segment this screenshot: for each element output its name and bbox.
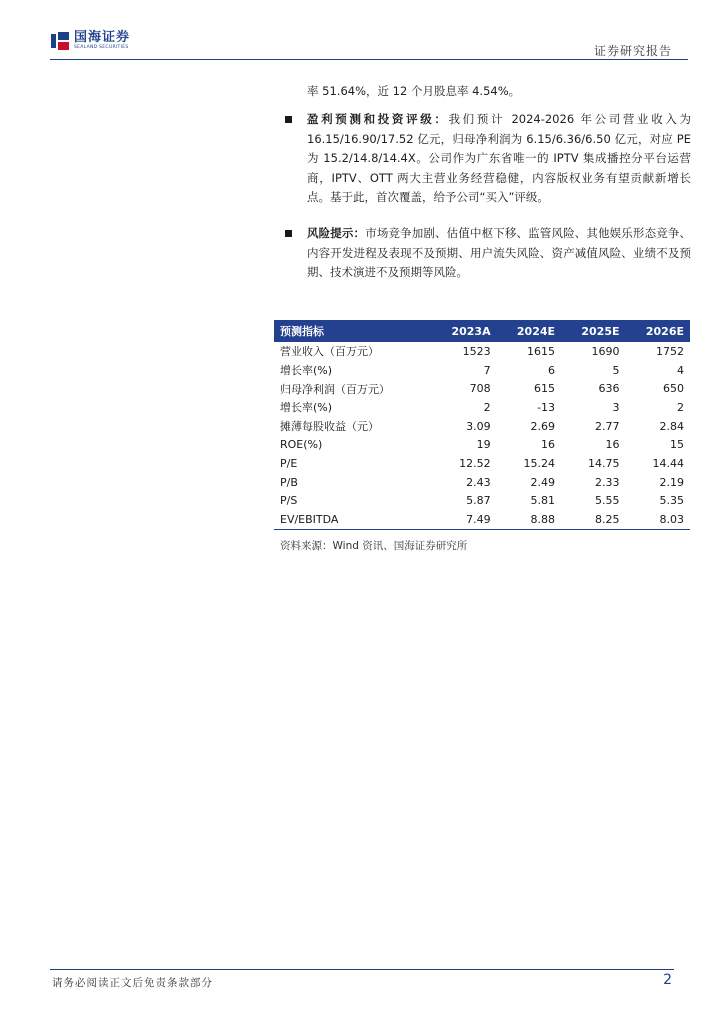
- footer-divider: [50, 969, 674, 970]
- table-row: [274, 361, 690, 380]
- table-cell: 5.35: [659, 494, 684, 508]
- forecast-title: 盈利预测和投资评级：: [307, 112, 449, 126]
- table-cell: 2.19: [659, 475, 684, 489]
- table-cell: 归母净利润（百万元）: [280, 382, 390, 396]
- table-cell: 14.75: [588, 456, 620, 470]
- table-cell: 15: [670, 438, 684, 452]
- table-row: [274, 398, 690, 417]
- paragraph-risk: [307, 224, 691, 283]
- table-cell: 5.81: [530, 494, 556, 508]
- table-cell: -13: [537, 400, 556, 414]
- header-divider: [50, 59, 688, 60]
- table-cell: EV/EBITDA: [274, 510, 431, 529]
- page-number: 2: [663, 972, 672, 988]
- risk-title: 风险提示：: [307, 226, 366, 240]
- logo-name-cn: 国海证券: [74, 30, 131, 45]
- table-cell: 15.24: [523, 456, 556, 470]
- table-cell: 1690: [591, 344, 620, 358]
- table-cell: 1752: [656, 344, 684, 358]
- table-cell: 14.44: [652, 456, 684, 470]
- paragraph-forecast: [307, 110, 691, 208]
- table-row: [274, 417, 690, 436]
- table-cell: 增长率(%): [280, 364, 333, 378]
- table-cell: 2.43: [466, 475, 491, 489]
- risk-text: 市场竞争加剧、估值中枢下移、监管风险、其他娱乐形态竞争、内容开发进程及表现不及预期、用户流失风险、资产减值风险、业绩不及预期、技术演进不及预期等风险。: [307, 226, 691, 279]
- table-cell: 营业收入（百万元）: [280, 345, 379, 359]
- table-cell: 2.33: [595, 475, 620, 489]
- table-cell: 5.87: [466, 494, 491, 508]
- table-source-note: 资料来源：Wind 资讯、国海证券研究所: [280, 540, 468, 552]
- table-cell: 19: [476, 438, 491, 452]
- table-cell: P/E: [280, 456, 298, 470]
- table-header-cell: 2023A: [431, 320, 497, 342]
- table-cell: 5.55: [595, 494, 620, 508]
- table-cell: 708: [469, 382, 491, 396]
- table-row: [274, 473, 690, 492]
- table-row: [274, 510, 690, 529]
- table-cell: 8.25: [561, 510, 625, 529]
- table-row: [274, 492, 690, 511]
- table-row: [274, 454, 690, 473]
- table-header-cell: 预测指标: [274, 320, 431, 342]
- table-cell: 615: [534, 382, 556, 396]
- logo-mark-icon: [51, 32, 69, 50]
- table-cell: P/B: [280, 475, 298, 489]
- table-cell: 12.52: [459, 456, 491, 470]
- logo-name-en: SEALAND SECURITIES: [74, 45, 129, 50]
- forecast-text: 我们预计 2024-2026 年公司营业收入为 16.15/16.90/17.52 亿元，归母净利润为 6.15/6.36/6.50 亿元，对应 PE 为 15.2/14.8/14.4X。公司作为广东省唯一的 IPTV 集成播控分平台运营商，IPTV、OTT 两大主营业务经营稳健，内容版权业务有望贡献新增长点。基于此，首次覆盖，给予公司“买入”评级。: [307, 112, 692, 204]
- table-cell: ROE(%): [280, 438, 323, 452]
- table-cell: 2.77: [595, 419, 620, 433]
- report-type-label: 证券研究报告: [593, 44, 672, 58]
- table-row: [274, 435, 690, 454]
- table-cell: 1615: [527, 344, 556, 358]
- table-cell: 1523: [462, 344, 491, 358]
- table-cell: 增长率(%): [280, 401, 333, 415]
- table-row: [274, 342, 690, 361]
- table-cell: 2: [677, 400, 684, 414]
- disclaimer-note: 请务必阅读正文后免责条款部分: [52, 977, 213, 989]
- table-cell: P/S: [280, 494, 298, 508]
- table-cell: 8.88: [497, 510, 561, 529]
- table-cell: 2.84: [659, 419, 684, 433]
- bullet-square-icon: [285, 116, 292, 123]
- table-cell: 2.69: [530, 419, 556, 433]
- forecast-table: [274, 320, 690, 530]
- table-cell: 7.49: [431, 510, 497, 529]
- table-cell: 650: [663, 382, 684, 396]
- bullet-square-icon: [285, 230, 292, 237]
- table-cell: 3.09: [466, 419, 491, 433]
- table-header-row: [274, 320, 690, 342]
- table-header-cell: 2024E: [497, 320, 561, 342]
- table-cell: 16: [541, 438, 556, 452]
- table-cell: 4: [677, 363, 684, 377]
- table-cell: 2: [483, 400, 491, 414]
- table-cell: 5: [612, 363, 620, 377]
- table-cell: 7: [483, 363, 491, 377]
- company-logo: [51, 31, 130, 51]
- table-cell: 6: [548, 363, 556, 377]
- table-cell: 2.49: [530, 475, 556, 489]
- table-cell: 636: [598, 382, 620, 396]
- table-cell: 摊薄每股收益（元）: [280, 420, 379, 434]
- table-cell: 3: [612, 400, 620, 414]
- table-header-cell: 2026E: [626, 320, 691, 342]
- table-cell: 16: [605, 438, 620, 452]
- paragraph-dividend: 率 51.64%，近 12 个月股息率 4.54%。: [307, 84, 521, 98]
- table-row: [274, 379, 690, 398]
- page-header: [0, 0, 724, 62]
- table-header-cell: 2025E: [561, 320, 625, 342]
- table-cell: 8.03: [626, 510, 691, 529]
